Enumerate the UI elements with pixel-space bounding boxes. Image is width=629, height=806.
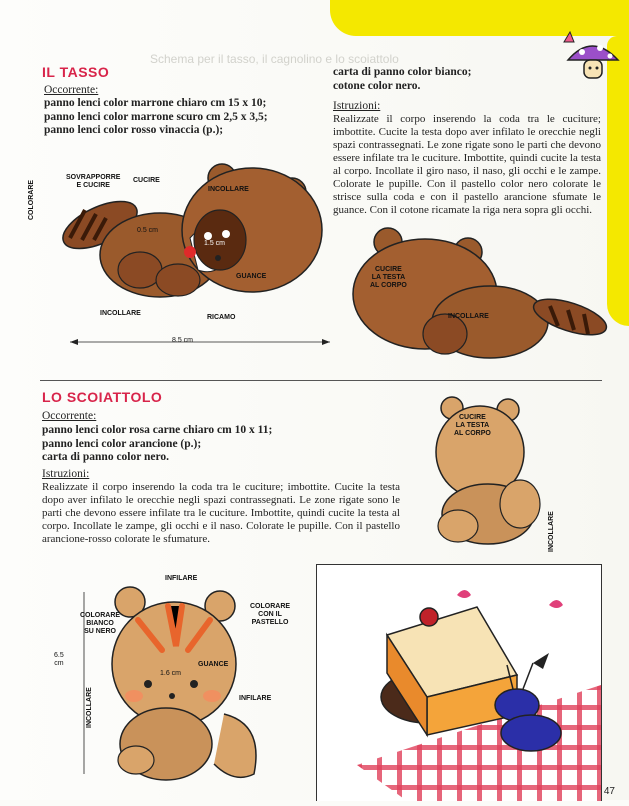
label-cucire: CUCIRE bbox=[133, 177, 160, 184]
section-divider bbox=[40, 380, 602, 381]
tasso-material-5: cotone color nero. bbox=[333, 79, 421, 92]
label-colorare: COLORARE bbox=[28, 179, 35, 220]
label-cucire-corpo-tasso: CUCIRE LA TESTA AL CORPO bbox=[370, 266, 407, 289]
page-number: 47 bbox=[603, 786, 615, 797]
label-width: 8.5 cm bbox=[172, 337, 194, 344]
tasso-title: IL TASSO bbox=[42, 64, 110, 80]
label-guance-scoiattolo: GUANCE bbox=[198, 661, 229, 668]
tasso-material-4: carta di panno color bianco; bbox=[333, 66, 472, 78]
scoiattolo-title: LO SCOIATTOLO bbox=[42, 389, 163, 405]
tasso-materials-left bbox=[44, 97, 314, 138]
label-colorare-pastello: COLORARE CON IL PASTELLO bbox=[250, 603, 291, 626]
label-incollare-bottom: INCOLLARE bbox=[100, 310, 141, 317]
cake-illustration-frame bbox=[316, 564, 602, 801]
label-incollare-left: INCOLLARE bbox=[86, 687, 93, 728]
tasso-materials-right bbox=[333, 66, 603, 93]
label-dim-15: 1.5 cm bbox=[204, 240, 226, 247]
scoiattolo-occorrente-label: Occorrente: bbox=[42, 410, 97, 422]
label-height: 6.5 cm bbox=[54, 652, 64, 667]
scoiattolo-istruzioni-label: Istruzioni: bbox=[42, 468, 90, 480]
cake-ant-illustration bbox=[317, 565, 601, 801]
scoiattolo-material-3: carta di panno color nero. bbox=[42, 451, 170, 463]
tasso-occorrente-label: Occorrente: bbox=[44, 84, 99, 96]
scoiattolo-material-2: panno lenci color arancione (p.); bbox=[42, 437, 202, 450]
label-incollare-back: INCOLLARE bbox=[448, 313, 489, 320]
badger-back-illustration bbox=[340, 222, 615, 364]
tasso-material-3: panno lenci color rosso vinaccia (p.); bbox=[44, 124, 224, 136]
scoiattolo-material-1: panno lenci color rosa carne chiaro cm 10 x 11; bbox=[42, 424, 273, 436]
label-cucire-corpo-scoiattolo: CUCIRE LA TESTA AL CORPO bbox=[454, 414, 491, 437]
tasso-material-2: panno lenci color marrone scuro cm 2,5 x 3,5; bbox=[44, 110, 268, 123]
tasso-instructions: Realizzate il corpo inserendo la coda tra le cuciture; imbottite. Cucite la testa dopo aver infilato le orecchie negli spazi contrassegnati. Le zone rigate sono le parti che devono essere infilate tra le cuciture. Imbottite, quindi cucite la testa al corpo. Incollate il giro naso, il naso, gli occhi e le zampe. Colorate le pupille. Con il pastello color nero colorate le strisce sulla coda e con il pastello arancione sfumate le guance. Con il cotone ricamate la riga nera sopra gli occhi. bbox=[333, 113, 601, 216]
label-colorare-bianco: COLORARE BIANCO SU NERO bbox=[80, 612, 121, 635]
label-sovrapporre: SOVRAPPORRE E CUCIRE bbox=[66, 174, 121, 189]
label-dim-16: 1.6 cm bbox=[160, 670, 182, 677]
label-infilare-top: INFILARE bbox=[165, 575, 198, 582]
tasso-material-1: panno lenci color marrone chiaro cm 15 x 10; bbox=[44, 97, 267, 109]
tasso-istruzioni-label: Istruzioni: bbox=[333, 100, 381, 112]
label-incollare-top: INCOLLARE bbox=[208, 186, 249, 193]
label-ricamo: RICAMO bbox=[207, 314, 236, 321]
label-guance: GUANCE bbox=[236, 273, 267, 280]
label-dim-05: 0.5 cm bbox=[137, 227, 159, 234]
faint-header: Schema per il tasso, il cagnolino e lo scoiattolo bbox=[150, 52, 399, 66]
scoiattolo-materials bbox=[42, 424, 342, 465]
label-incollare-side: INCOLLARE bbox=[548, 511, 555, 552]
scoiattolo-instructions: Realizzate il corpo inserendo la coda tra le cuciture; imbottite. Cucite la testa dopo aver infilato le orecchie negli spazi contrassegnati. Le zone rigate sono le parti che devono essere infilate tra le cuciture. Imbottite, quindi cucite la testa al corpo. Incollate le zampe, gli occhi e il naso. Colorate le pupille. Con il pastello arancione-rosso colorate le sfumature. bbox=[42, 481, 400, 545]
badger-front-illustration bbox=[40, 140, 330, 350]
label-infilare-bottom: INFILARE bbox=[239, 695, 272, 702]
